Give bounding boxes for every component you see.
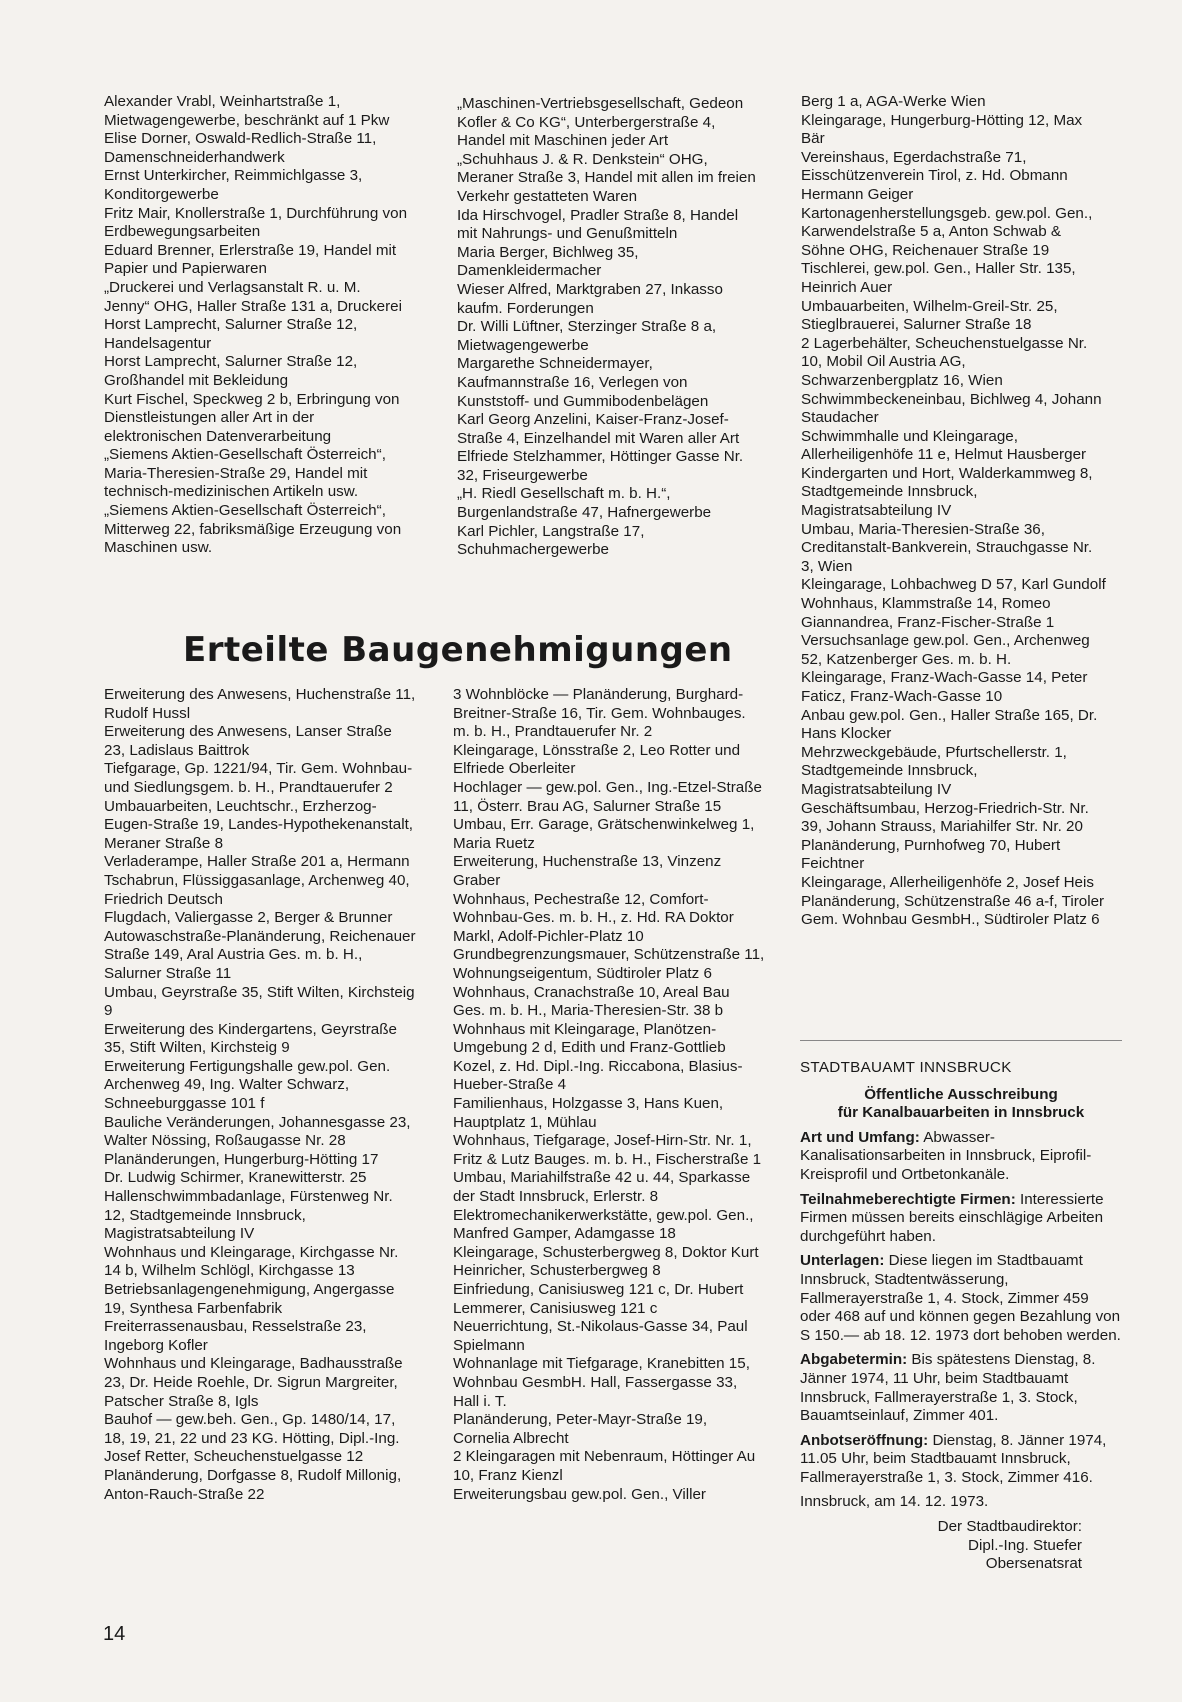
list-item: Erweiterung des Kindergartens, Geyrstraße 35, Stift Wilten, Kirchsteig 9 [104,1020,397,1057]
list-item: Erweiterungsbau gew.pol. Gen., Viller [453,1485,706,1503]
list-item: Eduard Brenner, Erlerstraße 19, Handel mit Papier und Papierwaren [104,241,397,278]
list-item: Familienhaus, Holzgasse 3, Hans Kuen, Hauptplatz 1, Mühlau [453,1095,724,1131]
list-item: Wohnhaus, Tiefgarage, Josef-Hirn-Str. Nr. 1, Fritz & Lutz Bauges. m. b. H., Fischerstraße 1 [453,1132,762,1168]
list-item: Versuchsanlage gew.pol. Gen., Archenweg 52, Katzenberger Ges. m. b. H. [801,632,1090,668]
list-item: Berg 1 a, AGA-Werke Wien [801,93,986,110]
section-heading: Erteilte Baugenehmigungen [183,630,733,670]
list-item: Grundbegrenzungsmauer, Schützenstraße 11, Wohnungseigentum, Südtiroler Platz 6 [453,946,765,982]
list-item: Wieser Alfred, Marktgraben 27, Inkasso kaufm. Forderungen [457,280,723,317]
list-item: Elektromechanikerwerkstätte, gew.pol. Gen., Manfred Gamper, Adamgasse 18 [453,1206,754,1243]
list-item: Umbau, Geyrstraße 35, Stift Wilten, Kirchsteig 9 [104,983,415,1020]
list-item: Alexander Vrabl, Weinhartstraße 1, Mietwagengewerbe, beschränkt auf 1 Pkw [104,93,390,129]
notice-label: Anbotseröffnung: [800,1431,929,1449]
list-item: Einfriedung, Canisiusweg 121 c, Dr. Hubert Lemmerer, Canisiusweg 121 c [453,1281,744,1317]
list-item: Umbau, Err. Garage, Grätschenwinkelweg 1, Maria Ruetz [453,816,755,852]
list-item: Horst Lamprecht, Salurner Straße 12, Großhandel mit Bekleidung [104,353,358,389]
list-item: Tiefgarage, Gp. 1221/94, Tir. Gem. Wohnbau- und Siedlungsgem. b. H., Prandtauerufer 2 [104,760,413,796]
building-permits-column-middle [453,686,765,1504]
divider [800,1040,1122,1041]
list-item: Umbauarbeiten, Wilhelm-Greil-Str. 25, Stieglbrauerei, Salurner Straße 18 [801,297,1058,334]
notice-paragraph-deadline [800,1351,1122,1425]
list-item: Kurt Fischel, Speckweg 2 b, Erbringung von Dienstleistungen aller Art in der elektronischen Datenverarbeitung [104,390,400,445]
notice-paragraph-opening [800,1432,1122,1488]
list-item: Karl Georg Anzelini, Kaiser-Franz-Josef-Straße 4, Einzelhandel mit Waren aller Art [457,411,740,447]
notice-label: Abgabetermin: [800,1351,908,1369]
list-item: Kindergarten und Hort, Walderkammweg 8, Stadtgemeinde Innsbruck, Magistratsabteilung IV [801,464,1093,520]
list-item: Hallenschwimmbadanlage, Fürstenweg Nr. 12, Stadtgemeinde Innsbruck, Magistratsabteilung IV [104,1188,393,1243]
list-item: Karl Pichler, Langstraße 17, Schuhmachergewerbe [457,522,645,559]
list-item: Dr. Ludwig Schirmer, Kranewitterstr. 25 [104,1169,367,1187]
list-item: Maria Berger, Bichlweg 35, Damenkleidermacher [457,243,639,280]
signature-line: Der Stadtbaudirektor: [937,1518,1082,1536]
list-item: „Schuhhaus J. & R. Denkstein“ OHG, Meraner Straße 3, Handel mit allen im freien Verkehr gestatteten Waren [457,150,756,205]
notice-text: Abwasser-Kanalisationsarbeiten in Innsbruck, Eiprofil-Kreisprofil und Ortbetonkanäle. [800,1128,1092,1183]
list-item: Verladerampe, Haller Straße 201 a, Hermann Tschabrun, Flüssiggasanlage, Archenweg 40, Friedrich Deutsch [104,853,410,908]
notice-office: STADTBAUAMT INNSBRUCK [800,1059,1012,1076]
list-item: 2 Lagerbehälter, Scheuchenstuelgasse Nr. 10, Mobil Oil Austria AG, Schwarzenbergplatz 16, Wien [801,334,1088,389]
list-item: Neuerrichtung, St.-Nikolaus-Gasse 34, Paul Spielmann [453,1318,748,1354]
tender-notice [800,1041,1122,1574]
list-item: Ernst Unterkircher, Reimmichlgasse 3, Konditorgewerbe [104,167,363,203]
list-item: Kleingarage, Lönsstraße 2, Leo Rotter und Elfriede Oberleiter [453,741,741,778]
list-item: Geschäftsumbau, Herzog-Friedrich-Str. Nr. 39, Johann Strauss, Mariahilfer Str. Nr. 20 [801,799,1089,836]
notice-label: Teilnahmeberechtigte Firmen: [800,1190,1016,1208]
list-item: „Maschinen-Vertriebsgesellschaft, Gedeon Kofler & Co KG“, Unterbergerstraße 4, Handel mit Maschinen jeder Art [457,95,744,150]
list-item: „H. Riedl Gesellschaft m. b. H.“, Burgenlandstraße 47, Hafnergewerbe [457,485,712,522]
list-item: Dr. Willi Lüftner, Sterzinger Straße 8 a, Mietwagengewerbe [457,318,717,354]
list-item: Ida Hirschvogel, Pradler Straße 8, Handel mit Nahrungs- und Genußmitteln [457,206,739,243]
list-item: Umbau, Maria-Theresien-Straße 36, Creditanstalt-Bankverein, Strauchgasse Nr. 3, Wien [801,520,1093,575]
list-item: Wohnhaus und Kleingarage, Kirchgasse Nr. 14 b, Wilhelm Schlögl, Kirchgasse 13 [104,1243,399,1280]
notice-paragraph-docs [800,1252,1122,1345]
list-item: Elise Dorner, Oswald-Redlich-Straße 11, Damenschneiderhandwerk [104,130,377,166]
list-item: Bauliche Veränderungen, Johannesgasse 23, Walter Nössing, Roßaugasse Nr. 28 [104,1113,411,1150]
list-item: Kleingarage, Allerheiligenhöfe 2, Josef Heis [801,873,1094,891]
list-item: 3 Wohnblöcke — Planänderung, Burghard-Breitner-Straße 16, Tir. Gem. Wohnbauges. m. b. H., Prandtauerufer Nr. 2 [453,686,746,741]
building-permits-column-right [801,93,1106,930]
list-item: Wohnhaus und Kleingarage, Badhausstraße 23, Dr. Heide Roehle, Dr. Sigrun Margreiter, Patscher Straße 8, Igls [104,1355,403,1410]
list-item: Umbau, Mariahilfstraße 42 u. 44, Sparkasse der Stadt Innsbruck, Erlerstr. 8 [453,1169,751,1206]
notice-text: Dienstag, 8. Jänner 1974, 11.05 Uhr, beim Stadtbauamt Innsbruck, Fallmerayerstraße 1, 3. Stock, Zimmer 416. [800,1431,1107,1486]
notice-title-line2: für Kanalbauarbeiten in Innsbruck [837,1104,1085,1122]
notice-title-line1: Öffentliche Ausschreibung [864,1085,1058,1103]
notice-title [800,1086,1122,1123]
list-item: Schwimmhalle und Kleingarage, Allerheiligenhöfe 11 e, Helmut Hausberger [801,427,1087,464]
list-item: Wohnhaus mit Kleingarage, Planötzen-Umgebung 2 d, Edith und Franz-Gottlieb Kozel, z. Hd. Dipl.-Ing. Riccabona, Blasius-Hueber-Straße 4 [453,1020,743,1094]
notice-text: Diese liegen im Stadtbauamt Innsbruck, Stadtentwässerung, Fallmerayerstraße 1, 4. Stock, Zimmer 459 oder 468 auf und können gegen Bezahlung von S 150.— ab 18. 12. 1973 dort behoben werden. [800,1252,1121,1344]
list-item: Erweiterung des Anwesens, Huchenstraße 11, Rudolf Hussl [104,686,416,722]
list-item: Schwimmbeckeneinbau, Bichlweg 4, Johann Staudacher [801,390,1102,427]
list-item: Erweiterung des Anwesens, Lanser Straße 23, Ladislaus Baittrok [104,723,392,759]
page-number: 14 [103,1623,126,1645]
list-item: Erweiterung Fertigungshalle gew.pol. Gen. Archenweg 49, Ing. Walter Schwarz, Schneeburggasse 101 f [104,1057,391,1113]
list-item: Wohnhaus, Pechestraße 12, Comfort-Wohnbau-Ges. m. b. H., z. Hd. RA Doktor Markl, Adolf-Pichler-Platz 10 [453,890,734,945]
list-item: „Druckerei und Verlagsanstalt R. u. M. Jenny“ OHG, Haller Straße 131 a, Druckerei [104,278,402,315]
list-item: 2 Kleingaragen mit Nebenraum, Höttinger Au 10, Franz Kienzl [453,1448,756,1484]
list-item: Planänderung, Peter-Mayr-Straße 19, Cornelia Albrecht [453,1411,708,1447]
list-item: Betriebsanlagengenehmigung, Angergasse 19, Synthesa Farbenfabrik [104,1281,395,1317]
trade-licenses-column-left [104,93,409,558]
list-item: „Siemens Aktien-Gesellschaft Österreich“, Maria-Theresien-Straße 29, Handel mit technisch-medizinischen Artikeln usw. [104,446,386,501]
list-item: Kleingarage, Hungerburg-Hötting 12, Max Bär [801,111,1083,148]
signature-name: Dipl.-Ing. Stuefer [968,1536,1082,1554]
list-item: Wohnhaus, Cranachstraße 10, Areal Bau Ges. m. b. H., Maria-Theresien-Str. 38 b [453,983,730,1020]
list-item: Margarethe Schneidermayer, Kaufmannstraße 16, Verlegen von Kunststoff- und Gummibodenbelägen [457,355,709,410]
list-item: Autowaschstraße-Planänderung, Reichenauer Straße 149, Aral Austria Ges. m. b. H., Salurner Straße 11 [104,927,416,982]
list-item: Wohnanlage mit Tiefgarage, Kranebitten 15, Wohnbau GesmbH. Hall, Fassergasse 33, Hall i. T. [453,1355,750,1410]
notice-text: Bis spätestens Dienstag, 8. Jänner 1974, 11 Uhr, beim Stadtbauamt Innsbruck, Fallmerayerstraße 1, 3. Stock, Bauamtseinlauf, Zimmer 401. [800,1351,1096,1425]
list-item: Horst Lamprecht, Salurner Straße 12, Handelsagentur [104,316,358,352]
list-item: Flugdach, Valiergasse 2, Berger & Brunner [104,909,393,927]
list-item: Mehrzweckgebäude, Pfurtschellerstr. 1, Stadtgemeinde Innsbruck, Magistratsabteilung IV [801,743,1067,798]
list-item: Planänderung, Schützenstraße 46 a-f, Tiroler Gem. Wohnbau GesmbH., Südtiroler Platz 6 [801,892,1105,929]
list-item: Wohnhaus, Klammstraße 14, Romeo Giannandrea, Franz-Fischer-Straße 1 [801,595,1055,631]
list-item: Anbau gew.pol. Gen., Haller Straße 165, Dr. Hans Klocker [801,706,1098,743]
notice-label: Art und Umfang: [800,1128,920,1146]
notice-label: Unterlagen: [800,1252,885,1270]
notice-date: Innsbruck, am 14. 12. 1973. [800,1493,989,1511]
list-item: Umbauarbeiten, Leuchtschr., Erzherzog-Eugen-Straße 19, Landes-Hypothekenanstalt, Meraner Straße 8 [104,797,414,852]
list-item: Bauhof — gew.beh. Gen., Gp. 1480/14, 17, 18, 19, 21, 22 und 23 KG. Hötting, Dipl.-Ing. Josef Retter, Scheuchenstuelgasse 12 [104,1411,400,1466]
list-item: „Siemens Aktien-Gesellschaft Österreich“, Mitterweg 22, fabriksmäßige Erzeugung von Maschinen usw. [104,502,402,557]
list-item: Vereinshaus, Egerdachstraße 71, Eisschützenverein Tirol, z. Hd. Obmann Hermann Geiger [801,148,1068,203]
list-item: Planänderungen, Hungerburg-Hötting 17 [104,1150,379,1168]
list-item: Freiterrassenausbau, Resselstraße 23, Ingeborg Kofler [104,1318,367,1354]
building-permits-column-left [104,686,416,1504]
list-item: Elfriede Stelzhammer, Höttinger Gasse Nr. 32, Friseurgewerbe [457,448,744,484]
signature-title: Obersenatsrat [985,1555,1082,1573]
notice-paragraph-art [800,1129,1122,1185]
notice-text: Interessierte Firmen müssen bereits einschlägige Arbeiten durchgeführt haben. [800,1190,1104,1245]
list-item: Fritz Mair, Knollerstraße 1, Durchführung von Erdbewegungsarbeiten [104,204,408,241]
list-item: Kleingarage, Franz-Wach-Gasse 14, Peter Faticz, Franz-Wach-Gasse 10 [801,669,1088,705]
list-item: Tischlerei, gew.pol. Gen., Haller Str. 135, Heinrich Auer [801,260,1076,296]
list-item: Hochlager — gew.pol. Gen., Ing.-Etzel-Straße 11, Österr. Brau AG, Salurner Straße 15 [453,778,762,815]
list-item: Planänderung, Purnhofweg 70, Hubert Feichtner [801,836,1061,873]
list-item: Planänderung, Dorfgasse 8, Rudolf Millonig, Anton-Rauch-Straße 22 [104,1466,402,1503]
trade-licenses-column-middle [457,95,757,560]
list-item: Erweiterung, Huchenstraße 13, Vinzenz Graber [453,853,722,889]
notice-paragraph-firms [800,1191,1122,1247]
list-item: Kartonagenherstellungsgeb. gew.pol. Gen., Karwendelstraße 5 a, Anton Schwab & Söhne OHG, Reichenauer Straße 19 [801,204,1093,259]
list-item: Kleingarage, Schusterbergweg 8, Doktor Kurt Heinricher, Schusterbergweg 8 [453,1243,759,1280]
list-item: Kleingarage, Lohbachweg D 57, Karl Gundolf [801,576,1106,594]
